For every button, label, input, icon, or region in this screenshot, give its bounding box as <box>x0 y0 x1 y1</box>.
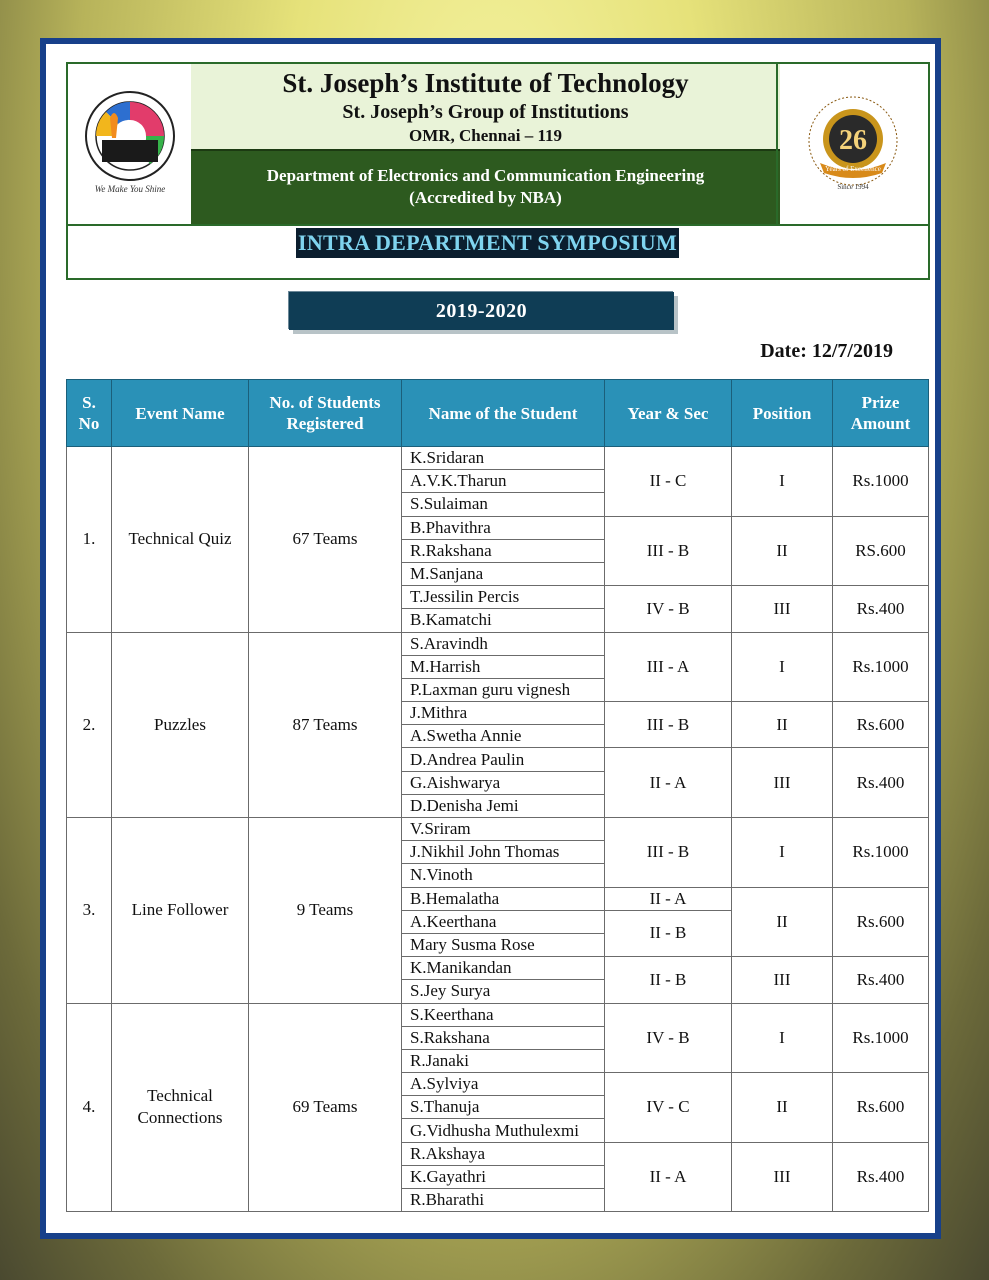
position-cell: II <box>732 887 833 957</box>
student-cell: R.Bharathi <box>402 1189 605 1212</box>
position-cell: III <box>732 748 833 818</box>
prize-cell: Rs.1000 <box>833 818 929 888</box>
student-cell: S.Sulaiman <box>402 493 605 516</box>
position-cell: II <box>732 702 833 748</box>
year-sec-cell: III - A <box>605 632 732 702</box>
student-cell: R.Janaki <box>402 1049 605 1072</box>
student-cell: S.Rakshana <box>402 1026 605 1049</box>
year-sec-cell: II - C <box>605 447 732 517</box>
student-cell: S.Thanuja <box>402 1096 605 1119</box>
student-cell: R.Rakshana <box>402 539 605 562</box>
year-sec-cell: II - A <box>605 748 732 818</box>
prize-cell: Rs.600 <box>833 702 929 748</box>
prize-cell: Rs.1000 <box>833 632 929 702</box>
student-cell: S.Aravindh <box>402 632 605 655</box>
table-row <box>67 1003 929 1026</box>
anniversary-logo <box>776 64 928 224</box>
student-cell: D.Andrea Paulin <box>402 748 605 771</box>
student-cell: R.Akshaya <box>402 1142 605 1165</box>
anniversary-number: 26 <box>839 125 867 156</box>
document-frame <box>40 38 941 1239</box>
prize-cell: Rs.1000 <box>833 447 929 517</box>
student-cell: S.Jey Surya <box>402 980 605 1003</box>
position-cell: I <box>732 1003 833 1073</box>
department-name: Department of Electronics and Communication Engineering <box>266 166 705 185</box>
department-block <box>191 149 780 224</box>
sno-cell: 1. <box>67 447 112 633</box>
registered-cell: 87 Teams <box>249 632 402 818</box>
prize-cell: Rs.400 <box>833 1142 929 1212</box>
institution-address: OMR, Chennai – 119 <box>408 126 563 145</box>
year-sec-cell: II - A <box>605 1142 732 1212</box>
institution-header <box>66 62 930 280</box>
results-table <box>66 379 929 1212</box>
student-cell: T.Jessilin Percis <box>402 586 605 609</box>
year-sec-cell: II - B <box>605 957 732 1003</box>
student-cell: J.Mithra <box>402 702 605 725</box>
anniversary-text: Years of Excellence <box>825 165 881 173</box>
position-cell: III <box>732 586 833 632</box>
year-sec-cell: IV - B <box>605 1003 732 1073</box>
academic-year: 2019-2020 <box>289 292 674 330</box>
student-cell: N.Vinoth <box>402 864 605 887</box>
student-cell: B.Phavithra <box>402 516 605 539</box>
col-header-registered: No. of Students Registered <box>249 380 402 447</box>
position-cell: II <box>732 516 833 586</box>
col-header-student: Name of the Student <box>402 380 605 447</box>
institution-name: St. Joseph’s Institute of Technology <box>282 68 689 98</box>
student-cell: J.Nikhil John Thomas <box>402 841 605 864</box>
student-cell: S.Keerthana <box>402 1003 605 1026</box>
event-name-cell: Technical Quiz <box>112 447 249 633</box>
student-cell: A.V.K.Tharun <box>402 470 605 493</box>
sno-cell: 3. <box>67 818 112 1004</box>
registered-cell: 9 Teams <box>249 818 402 1004</box>
prize-cell: Rs.400 <box>833 748 929 818</box>
year-sec-cell: II - B <box>605 910 732 956</box>
col-header-prize: Prize Amount <box>833 380 929 447</box>
position-cell: II <box>732 1073 833 1143</box>
year-sec-cell: III - B <box>605 818 732 888</box>
table-row <box>67 632 929 655</box>
student-cell: M.Sanjana <box>402 562 605 585</box>
registered-cell: 67 Teams <box>249 447 402 633</box>
position-cell: I <box>732 818 833 888</box>
table-row <box>67 447 929 470</box>
event-name-cell: Line Follower <box>112 818 249 1004</box>
position-cell: III <box>732 1142 833 1212</box>
student-cell: A.Swetha Annie <box>402 725 605 748</box>
institution-title-block <box>191 64 780 149</box>
position-cell: I <box>732 632 833 702</box>
logo-motto: We Make You Shine <box>94 184 165 194</box>
year-sec-cell: III - B <box>605 702 732 748</box>
event-title: INTRA DEPARTMENT SYMPOSIUM <box>296 228 679 258</box>
position-cell: I <box>732 447 833 517</box>
table-row <box>67 818 929 841</box>
student-cell: D.Denisha Jemi <box>402 794 605 817</box>
student-cell: K.Gayathri <box>402 1165 605 1188</box>
prize-cell: Rs.1000 <box>833 1003 929 1073</box>
student-cell: M.Harrish <box>402 655 605 678</box>
year-sec-cell: II - A <box>605 887 732 910</box>
position-cell: III <box>732 957 833 1003</box>
institution-logo <box>68 64 193 224</box>
student-cell: G.Aishwarya <box>402 771 605 794</box>
prize-cell: Rs.600 <box>833 887 929 957</box>
col-header-sno: S. No <box>67 380 112 447</box>
sno-cell: 2. <box>67 632 112 818</box>
event-date: Date: 12/7/2019 <box>760 340 893 362</box>
prize-cell: Rs.400 <box>833 586 929 632</box>
table-header-row <box>67 380 929 447</box>
event-name-cell: Technical Connections <box>112 1003 249 1212</box>
student-cell: V.Sriram <box>402 818 605 841</box>
since-year: Since 1994 <box>837 183 869 191</box>
student-cell: K.Manikandan <box>402 957 605 980</box>
prize-cell: Rs.400 <box>833 957 929 1003</box>
group-name: St. Joseph’s Group of Institutions <box>342 101 629 123</box>
student-cell: B.Hemalatha <box>402 887 605 910</box>
student-cell: B.Kamatchi <box>402 609 605 632</box>
col-header-year-sec: Year & Sec <box>605 380 732 447</box>
accreditation: (Accredited by NBA) <box>409 188 562 207</box>
sno-cell: 4. <box>67 1003 112 1212</box>
registered-cell: 69 Teams <box>249 1003 402 1212</box>
year-sec-cell: III - B <box>605 516 732 586</box>
prize-cell: RS.600 <box>833 516 929 586</box>
col-header-event: Event Name <box>112 380 249 447</box>
year-sec-cell: IV - B <box>605 586 732 632</box>
prize-cell: Rs.600 <box>833 1073 929 1143</box>
student-cell: P.Laxman guru vignesh <box>402 678 605 701</box>
student-cell: A.Keerthana <box>402 910 605 933</box>
student-cell: A.Sylviya <box>402 1073 605 1096</box>
year-sec-cell: IV - C <box>605 1073 732 1143</box>
student-cell: Mary Susma Rose <box>402 933 605 956</box>
col-header-position: Position <box>732 380 833 447</box>
event-name-cell: Puzzles <box>112 632 249 818</box>
student-cell: K.Sridaran <box>402 447 605 470</box>
student-cell: G.Vidhusha Muthulexmi <box>402 1119 605 1142</box>
